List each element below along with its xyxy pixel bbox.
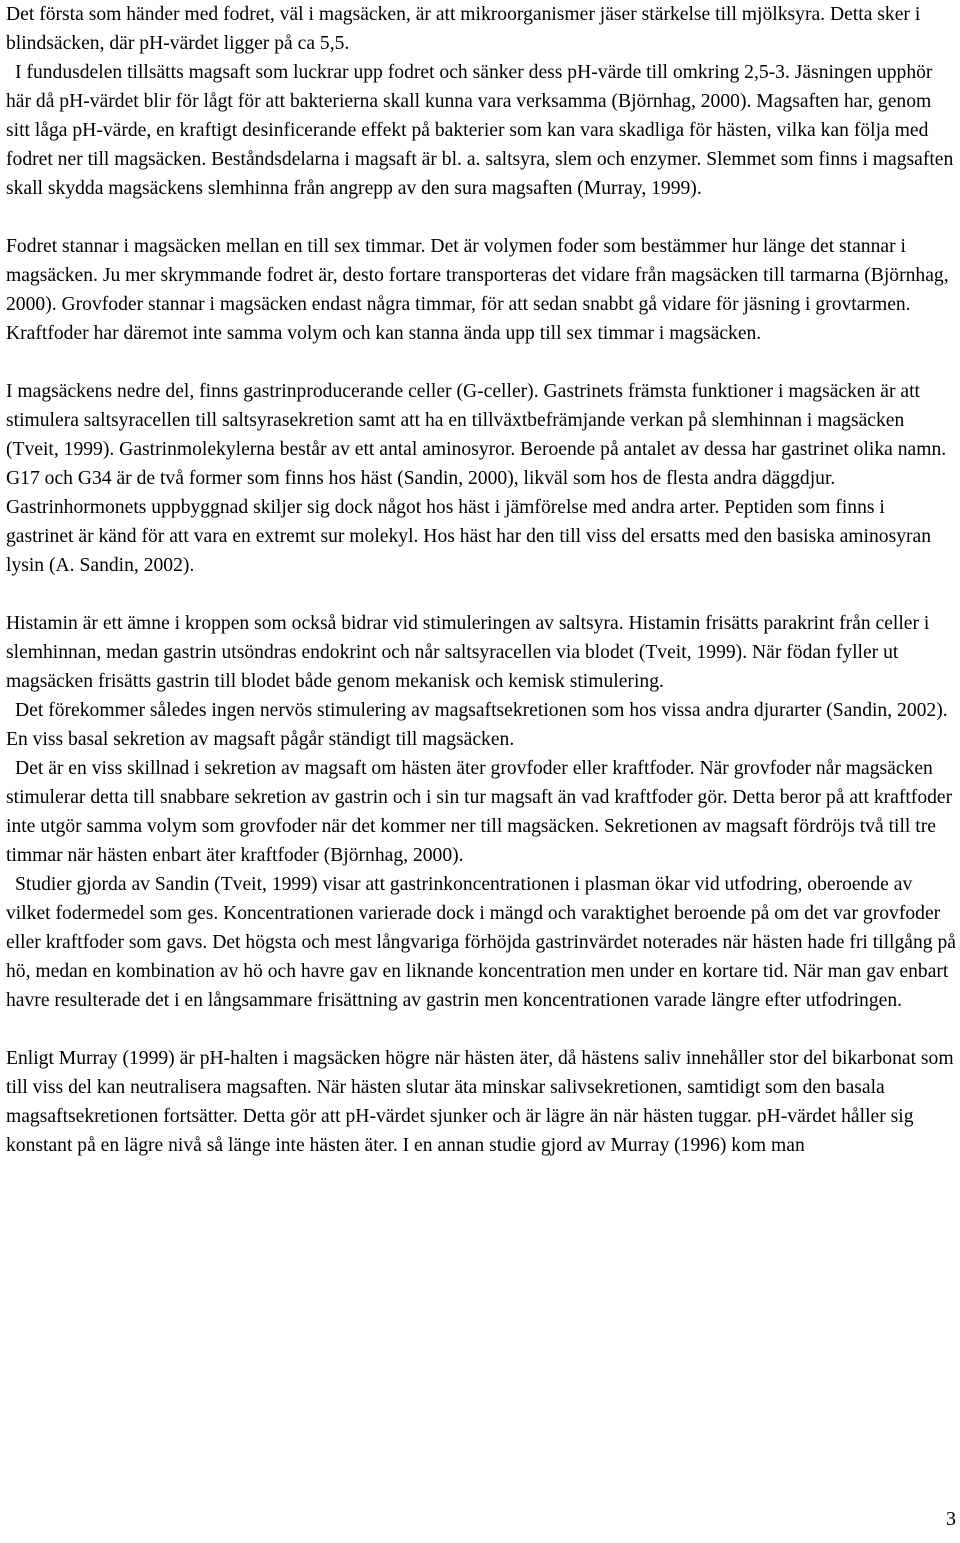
paragraph-histamine: Histamin är ett ämne i kroppen som också bidrar vid stimuleringen av saltsyra. Histamin frisätts parakrint från celler i slemhinnan, medan gastrin utsöndras endokrint och når saltsyracellen via blodet (Tveit, 1999). När födan fyller ut magsäcken frisätts gastrin till blodet både genom mekanisk och kemisk stimulering.	[6, 613, 930, 692]
paragraph-gap	[6, 1015, 956, 1044]
paragraph-feed-difference: Det är en viss skillnad i sekretion av magsaft om hästen äter grovfoder eller kraftfoder. När grovfoder når magsäcken stimulerar detta till snabbare sekretion av gastrin och i sin tur magsaft än vad kraftfoder gör. Detta beror på att kraftfoder inte utgör samma volym som grovfoder när det kommer ner till magsäcken. Sekretionen av magsaft fördröjs två till tre timmar när hästen enbart äter kraftfoder (Björnhag, 2000).	[6, 758, 953, 866]
paragraph-gap	[6, 580, 956, 609]
paragraph-murray-ph: Enligt Murray (1999) är pH-halten i magsäcken högre när hästen äter, då hästens saliv innehåller stor del bikarbonat som till viss del kan neutralisera magsaften. När hästen slutar äta minskar salivsekretionen, samtidigt som den basala magsaftsekretionen fortsätter. Detta gör att pH-värdet sjunker och är lägre än när hästen tuggar. pH-värdet håller sig konstant på en lägre nivå så länge inte hästen äter. I en annan studie gjord av Murray (1996) kom man	[6, 1048, 954, 1156]
paragraph-gap	[6, 203, 956, 232]
paragraph-fermentation: Det första som händer med fodret, väl i magsäcken, är att mikroorganismer jäser stärkelse till mjölksyra. Detta sker i blindsäcken, där pH-värdet ligger på ca 5,5.	[6, 4, 921, 54]
document-page	[6, 0, 956, 1160]
paragraph-gastrin: I magsäckens nedre del, finns gastrinproducerande celler (G-celler). Gastrinets främsta funktioner i magsäcken är att stimulera saltsyracellen till saltsyrasekretion samt att ha en tillväxtbefrämjande verkan på slemhinnan i magsäcken (Tveit, 1999). Gastrinmolekylerna består av ett antal aminosyror. Beroende på antalet av dessa har gastrinet olika namn. G17 och G34 är de två former som finns hos häst (Sandin, 2000), likväl som hos de flesta andra däggdjur. Gastrinhormonets uppbyggnad skiljer sig dock något hos häst i jämförelse med andra arter. Peptiden som finns i gastrinet är känd för att vara en extremt sur molekyl. Hos häst har den till viss del ersatts med den basiska aminosyran lysin (A. Sandin, 2002).	[6, 381, 947, 576]
paragraph-retention-time: Fodret stannar i magsäcken mellan en till sex timmar. Det är volymen foder som bestämmer hur länge det stannar i magsäcken. Ju mer skrymmande fodret är, desto fortare transporteras det vidare från magsäcken till tarmarna (Björnhag, 2000). Grovfoder stannar i magsäcken endast några timmar, för att sedan snabbt gå vidare för jäsning i grovtarmen. Kraftfoder har däremot inte samma volym och kan stanna ända upp till sex timmar i magsäcken.	[6, 236, 949, 344]
paragraph-fundus: I fundusdelen tillsätts magsaft som luckrar upp fodret och sänker dess pH-värde till omkring 2,5-3. Jäsningen upphör här då pH-värdet blir för lågt för att bakterierna skall kunna vara verksamma (Björnhag, 2000). Magsaften har, genom sitt låga pH-värde, en kraftigt desinficerande effekt på bakterier som kan vara skadliga för hästen, vilka kan följa med fodret ner till magsäcken. Beståndsdelarna i magsaft är bl. a. saltsyra, slem och enzymer. Slemmet som finns i magsaften skall skydda magsäckens slemhinna från angrepp av den sura magsaften (Murray, 1999).	[6, 62, 954, 199]
page-number: 3	[946, 1508, 956, 1530]
paragraph-sandin-studies: Studier gjorda av Sandin (Tveit, 1999) visar att gastrinkoncentrationen i plasman ökar vid utfodring, oberoende av vilket fodermedel som ges. Koncentrationen varierade dock i mängd och varaktighet beroende på om det var grovfoder eller kraftfoder som gavs. Det högsta och mest långvariga förhöjda gastrinvärdet noterades när hästen hade fri tillgång på hö, medan en kombination av hö och havre gav en liknande koncentration men under en kortare tid. När man gav enbart havre resulterade det i en långsammare frisättning av gastrin men koncentrationen varade längre efter utfodringen.	[6, 874, 956, 1011]
paragraph-nervous-stimulation: Det förekommer således ingen nervös stimulering av magsaftsekretionen som hos vissa andra djurarter (Sandin, 2002). En viss basal sekretion av magsaft pågår ständigt till magsäcken.	[6, 700, 948, 750]
paragraph-gap	[6, 348, 956, 377]
